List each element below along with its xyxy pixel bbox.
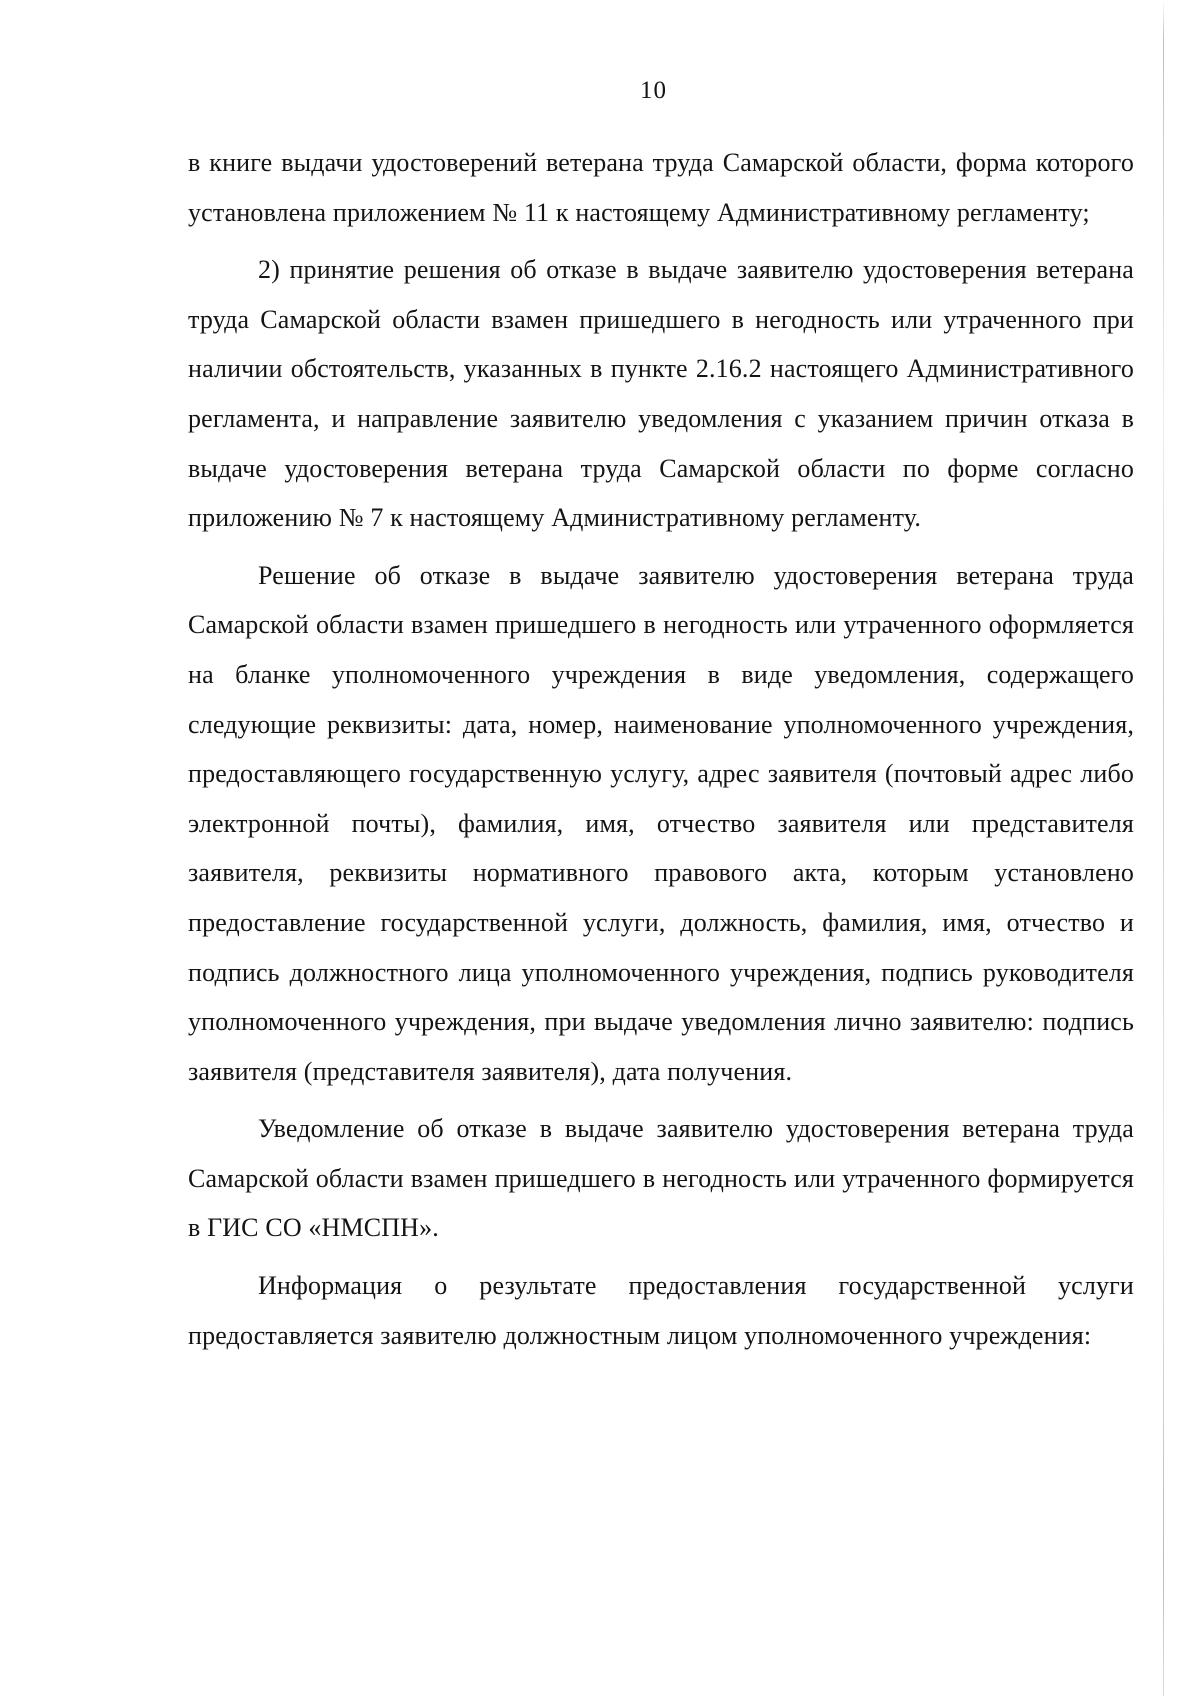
document-body xyxy=(188,138,1134,1362)
paragraph-result-info: Информация о результате предоставления государственной услуги предоставляется заявителю должностным лицом уполномоченного учреждения: xyxy=(188,1271,1134,1350)
paragraph-refusal-notice: Уведомление об отказе в выдаче заявителю удостоверения ветерана труда Самарской области взамен пришедшего в негодность или утраченного формируется в ГИС СО «НМСПН». xyxy=(188,1114,1134,1243)
scan-edge-line xyxy=(1163,0,1164,1696)
page-number: 10 xyxy=(640,77,667,104)
paragraph-continuation: в книге выдачи удостоверений ветерана труда Самарской области, форма которого установлена приложением № 11 к настоящему Административному регламенту; xyxy=(188,148,1134,227)
paragraph-refusal-decision: Решение об отказе в выдаче заявителю удостоверения ветерана труда Самарской области взамен пришедшего в негодность или утраченного оформляется на бланке уполномоченного учреждения в виде уведомления, содержащего следующие реквизиты: дата, номер, наименование уполномоченного учреждения, предоставляющего государственную услугу, адрес заявителя (почтовый адрес либо электронной почты), фамилия, имя, отчество заявителя или представителя заявителя, реквизиты нормативного правового акта, которым установлено предоставление государственной услуги, должность, фамилия, имя, отчество и подпись должностного лица уполномоченного учреждения, подпись руководителя уполномоченного учреждения, при выдаче уведомления лично заявителю: подпись заявителя (представителя заявителя), дата получения. xyxy=(188,560,1134,1086)
paragraph-item-2: 2) принятие решения об отказе в выдаче заявителю удостоверения ветерана труда Самарской области взамен пришедшего в негодность или утраченного при наличии обстоятельств, указанных в пункте 2.16.2 настоящего Административного регламента, и направление заявителю уведомления с указанием причин отказа в выдаче удостоверения ветерана труда Самарской области по форме согласно приложению № 7 к настоящему Административному регламенту. xyxy=(188,255,1134,533)
